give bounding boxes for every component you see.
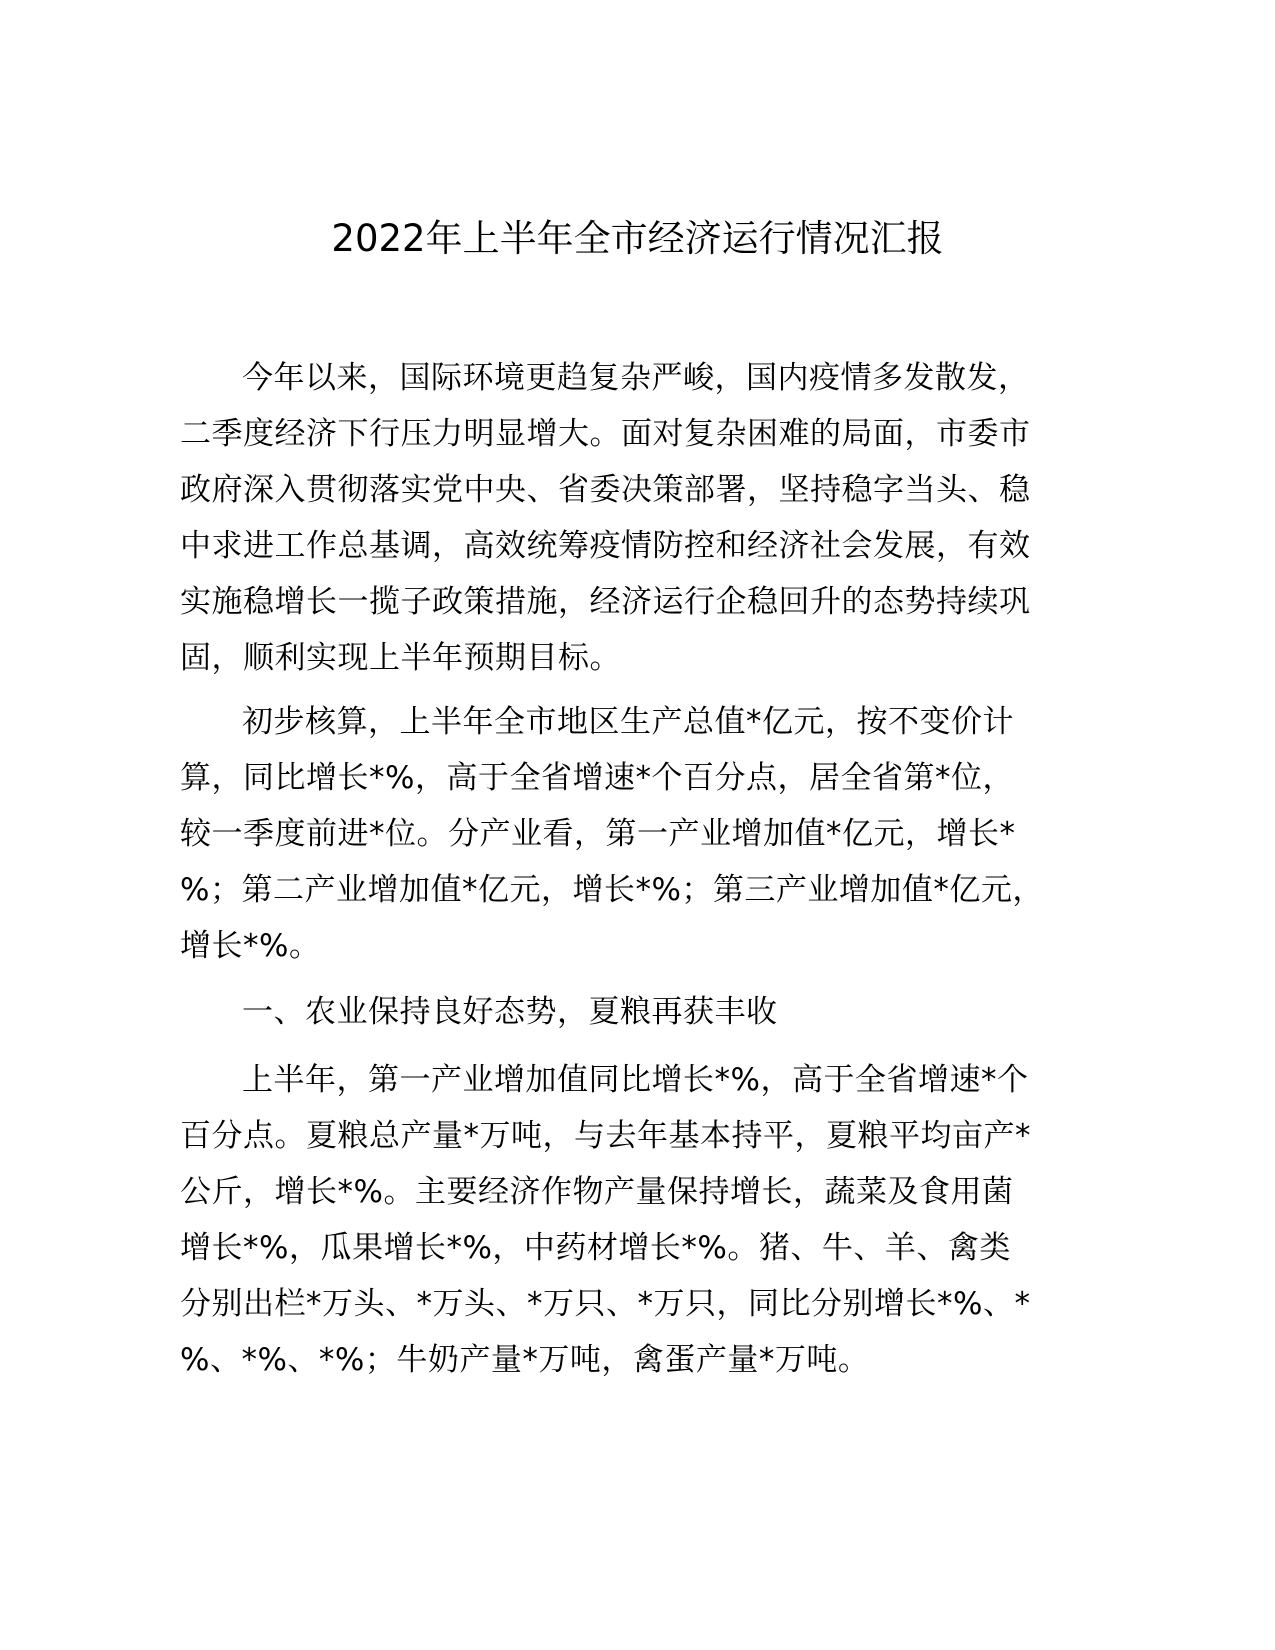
paragraph-line: 较一季度前进*位。分产业看，第一产业增加值*亿元，增长* (180, 816, 1016, 852)
paragraph-line: %、*%、*%；牛奶产量*万吨，禽蛋产量*万吨。 (180, 1342, 870, 1378)
paragraph-line: 二季度经济下行压力明显增大。面对复杂困难的局面，市委市 (180, 416, 1031, 452)
paragraph-line: 中求进工作总基调，高效统筹疫情防控和经济社会发展，有效 (180, 528, 1031, 564)
paragraph-line: 算，同比增长*%，高于全省增速*个百分点，居全省第*位， (180, 760, 1014, 796)
paragraph-line: 实施稳增长一揽子政策措施，经济运行企稳回升的态势持续巩 (180, 584, 1031, 620)
paragraph-line: 政府深入贯彻落实党中央、省委决策部署，坚持稳字当头、稳 (180, 472, 1031, 508)
document-title: 2022年上半年全市经济运行情况汇报 (331, 217, 944, 260)
paragraph-line: 公斤，增长*%。主要经济作物产量保持增长，蔬菜及食用菌 (180, 1174, 1014, 1210)
paragraph-line: 初步核算，上半年全市地区生产总值*亿元，按不变价计 (242, 704, 1014, 740)
paragraph-line: 上半年，第一产业增加值同比增长*%，高于全省增速*个 (242, 1062, 1029, 1098)
paragraph-line: 增长*%。 (180, 928, 321, 964)
paragraph-line: 百分点。夏粮总产量*万吨，与去年基本持平，夏粮平均亩产* (180, 1118, 1031, 1154)
paragraph-line: 分别出栏*万头、*万头、*万只、*万只，同比分别增长*%、* (180, 1286, 1031, 1322)
paragraph-line: 今年以来，国际环境更趋复杂严峻，国内疫情多发散发， (242, 360, 1030, 396)
section-heading-agriculture: 一、农业保持良好态势，夏粮再获丰收 (242, 994, 778, 1030)
paragraph-line: 固，顺利实现上半年预期目标。 (180, 640, 621, 676)
paragraph-line: 增长*%，瓜果增长*%，中药材增长*%。猪、牛、羊、禽类 (180, 1230, 1011, 1266)
paragraph-line: %；第二产业增加值*亿元，增长*%；第三产业增加值*亿元， (180, 872, 1044, 908)
